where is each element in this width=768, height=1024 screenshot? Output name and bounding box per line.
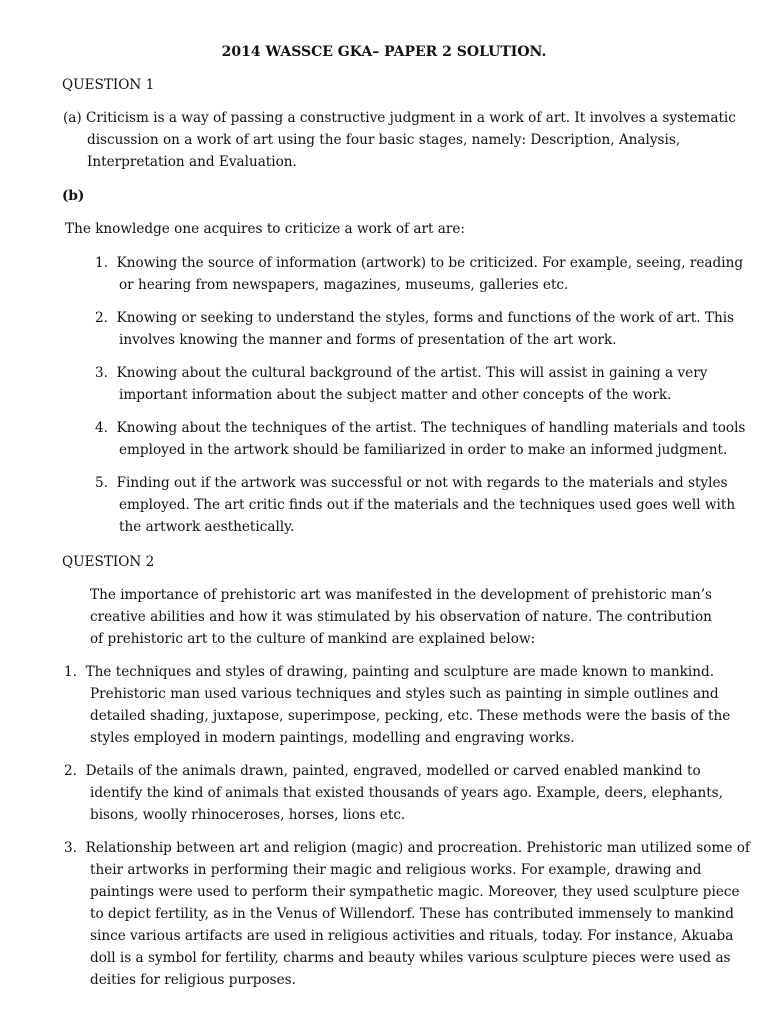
- q1-part-a: (a) Criticism is a way of passing a constructive judgment in a work of art. It involves a systematic discussion on a work of art using the four basic stages, namely: Description, Analysis, Interpretation and Evaluation.: [63, 110, 736, 170]
- q1-list-item-4: 4. Knowing about the techniques of the artist. The techniques of handling materials and tools employed in the artwork should be familiarized in order to make an informed judgment.: [95, 420, 746, 458]
- q1-list-item-1: 1. Knowing the source of information (artwork) to be criticized. For example, seeing, reading or hearing from newspapers, magazines, museums, galleries etc.: [95, 255, 744, 293]
- q2-intro: The importance of prehistoric art was manifested in the development of prehistoric man’s creative abilities and how it was stimulated by his observation of nature. The contribution of prehistoric art to the culture of mankind are explained below:: [90, 587, 713, 647]
- q1-list-item-3: 3. Knowing about the cultural background of the artist. This will assist in gaining a very important information about the subject matter and other concepts of the work.: [95, 365, 708, 403]
- q1-part-b-intro: The knowledge one acquires to criticize a work of art are:: [65, 221, 466, 237]
- page-title: 2014 WASSCE GKA– PAPER 2 SOLUTION.: [221, 44, 547, 60]
- question-1-heading: QUESTION 1: [62, 77, 155, 93]
- q1-list-item-2: 2. Knowing or seeking to understand the styles, forms and functions of the work of art. This involves knowing the manner and forms of presentation of the art work.: [95, 310, 735, 348]
- question-2-heading: QUESTION 2: [62, 554, 155, 570]
- q2-list-item-3: 3. Relationship between art and religion (magic) and procreation. Prehistoric man utilized some of their artworks in performing their magic and religious works. For example, drawing and paintings were used to perform their sympathetic magic. Moreover, they used sculpture piece to depict fertility, as in the Venus of Willendorf. These has contributed immensely to mankind since various artifacts are used in religious activities and rituals, today. For instance, Akuaba doll is a symbol for fertility, charms and beauty whiles various sculpture pieces were used as deities for religious purposes.: [64, 840, 750, 988]
- q1-part-b-label: (b): [62, 188, 85, 204]
- q1-list-item-5: 5. Finding out if the artwork was successful or not with regards to the materials and styles employed. The art critic finds out if the materials and the techniques used goes well with the artwork aesthetically.: [95, 475, 736, 535]
- q2-list-item-2: 2. Details of the animals drawn, painted, engraved, modelled or carved enabled mankind to identify the kind of animals that existed thousands of years ago. Example, deers, elephants, bisons, woolly rhinoceroses, horses, lions etc.: [64, 763, 723, 823]
- q2-list-item-1: 1. The techniques and styles of drawing, painting and sculpture are made known to mankind. Prehistoric man used various techniques and styles such as painting in simple outlines and detailed shading, juxtapose, superimpose, pecking, etc. These methods were the basis of the styles employed in modern paintings, modelling and engraving works.: [64, 664, 731, 746]
